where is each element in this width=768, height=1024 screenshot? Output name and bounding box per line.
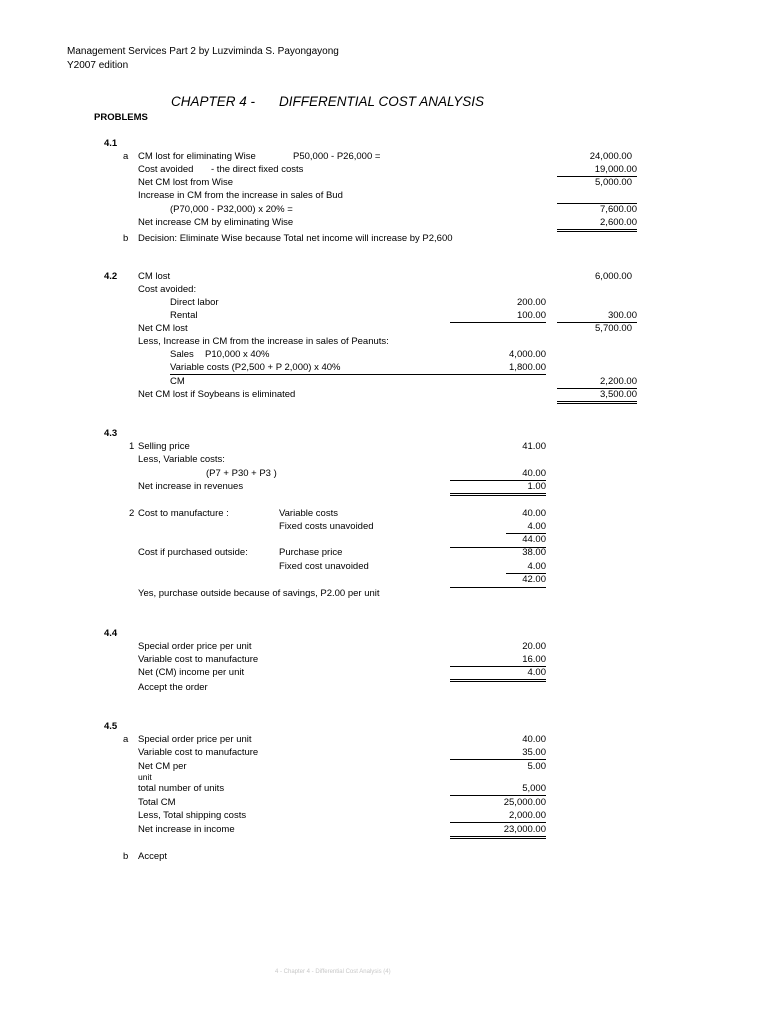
row-label: Cost if purchased outside: [138,547,248,558]
row-value: 2,200.00 [600,376,637,387]
row-label: Special order price per unit [138,734,252,745]
row-value: 7,600.00 [600,204,637,215]
page-footer: 4 - Chapter 4 - Differential Cost Analysis (4) [275,969,391,975]
row-label: Special order price per unit [138,641,252,652]
row-label: Less, Variable costs: [138,454,225,465]
row-label: Variable cost to manufacture [138,747,259,758]
row-value: 24,000.00 [589,151,632,162]
row-label: Increase in CM from the increase in sales of Bud [138,190,343,201]
row-value: 40.00 [450,468,546,481]
problem-number-4-3: 4.3 [104,428,118,439]
row-value: 4,000.00 [509,349,546,360]
row-label: Less, Total shipping costs [138,810,247,821]
row-label: total number of units [138,783,225,794]
row-value: 2,000.00 [450,810,546,823]
accept-text: Accept the order [138,682,208,693]
row-value: 4.00 [506,521,546,534]
conclusion-text: Yes, purchase outside because of savings, P2.00 per unit [138,588,380,599]
row-value: 1.00 [450,481,546,496]
row-value: 23,000.00 [450,824,546,839]
chapter-label: CHAPTER 4 - [171,94,256,109]
row-label: Fixed costs unavoided [279,521,374,532]
row-label: Rental [170,310,198,321]
row-calc: P10,000 x 40% [205,349,270,360]
item-marker-a: a [123,734,129,745]
row-label: Cost avoided [138,164,194,175]
row-label: Total CM [138,797,176,808]
row-label: Net increase in income [138,824,235,835]
row-value: 35.00 [450,747,546,760]
row-value: 19,000.00 [557,164,637,177]
row-label: Sales [170,349,194,360]
row-value: 5,000 [450,783,546,796]
problem-number-4-1: 4.1 [104,138,118,149]
row-label: Net CM lost from Wise [138,177,234,188]
decision-text: Decision: Eliminate Wise because Total net income will increase by P2,600 [138,233,453,244]
row-calc: P50,000 - P26,000 = [293,151,381,162]
row-value: 40.00 [522,734,546,745]
row-label: Cost to manufacture : [138,508,229,519]
row-value: 5,700.00 [595,323,632,334]
row-label: Cost avoided: [138,284,197,295]
item-marker-1: 1 [129,441,135,452]
row-label: CM lost [138,271,171,282]
row-label: Net increase CM by eliminating Wise [138,217,294,228]
problem-number-4-2: 4.2 [104,271,118,282]
row-calc: (P70,000 - P32,000) x 20% = [170,204,293,215]
edition-header: Y2007 edition [67,60,129,71]
row-value: 1,800.00 [509,362,546,373]
row-label: Direct labor [170,297,219,308]
item-marker-b: b [123,851,129,862]
item-marker-a: a [123,151,129,162]
row-label: Net (CM) income per unit [138,667,245,678]
row-label: Net CM lost [138,323,188,334]
problems-heading: PROBLEMS [94,112,148,123]
row-label: Net CM lost if Soybeans is eliminated [138,389,296,400]
row-value: 3,500.00 [557,389,637,404]
row-label: Net increase in revenues [138,481,244,492]
row-label: CM lost for eliminating Wise [138,151,256,162]
row-value: 38.00 [522,547,546,558]
row-label: Variable costs (P2,500 + P 2,000) x 40% [170,362,546,375]
item-marker-2: 2 [129,508,135,519]
row-value: 5,000.00 [595,177,632,188]
row-value: 20.00 [522,641,546,652]
row-value: 5.00 [527,761,546,772]
row-label: Variable costs [279,508,338,519]
rule-line [450,587,546,588]
row-label: Purchase price [279,547,343,558]
row-label: Selling price [138,441,190,452]
row-label: Less, Increase in CM from the increase in sales of Peanuts: [138,336,389,347]
row-value: 41.00 [522,441,546,452]
row-desc: - the direct fixed costs [211,164,304,175]
row-value: 4.00 [506,561,546,574]
row-calc: (P7 + P30 + P3 ) [206,468,277,479]
author-header: Management Services Part 2 by Luzviminda S. Payongayong [67,46,339,57]
problem-number-4-4: 4.4 [104,628,118,639]
row-value: 44.00 [522,534,546,545]
row-value: 6,000.00 [595,271,632,282]
chapter-topic: DIFFERENTIAL COST ANALYSIS [279,94,485,109]
row-label: Net CM per [138,761,187,772]
row-value: 40.00 [522,508,546,519]
row-label: Variable cost to manufacture [138,654,259,665]
item-marker-b: b [123,233,129,244]
accept-text: Accept [138,851,168,862]
row-value: 100.00 [450,310,546,323]
row-value: 300.00 [557,310,637,323]
row-label: Fixed cost unavoided [279,561,369,572]
row-label: unit [138,772,152,782]
row-value: 25,000.00 [503,797,546,808]
problem-number-4-5: 4.5 [104,721,118,732]
row-value: 16.00 [450,654,546,667]
row-value: 42.00 [522,574,546,585]
row-value: 200.00 [516,297,546,308]
row-value: 4.00 [450,667,546,682]
row-value: 2,600.00 [557,217,637,232]
row-label: CM [170,376,185,387]
